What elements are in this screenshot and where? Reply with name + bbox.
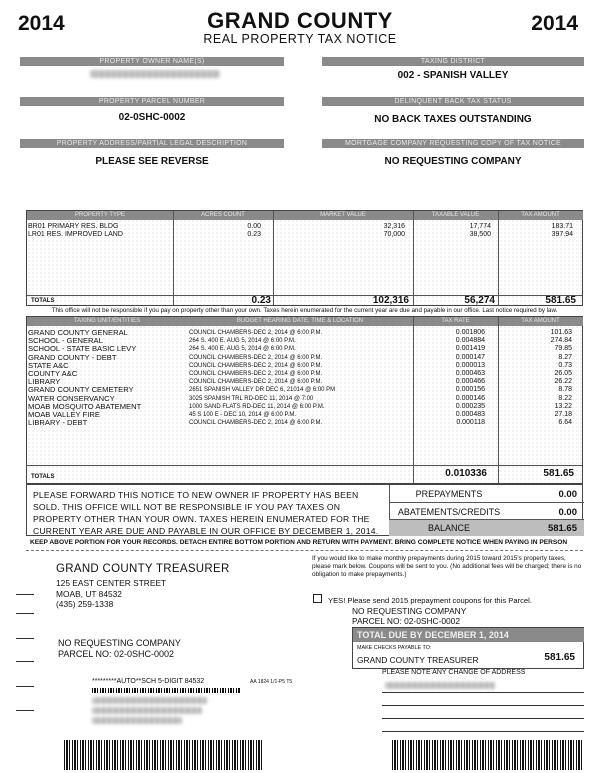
- prepayments-value: 0.00: [558, 489, 577, 500]
- year-right: 2014: [531, 12, 578, 35]
- mortgage-label: MORTGAGE COMPANY REQUESTING COPY OF TAX NOTICE: [322, 139, 584, 148]
- keep-above-instruction: KEEP ABOVE PORTION FOR YOUR RECORDS. DETACH ENTIRE BOTTOM PORTION AND RETURN WITH PAYMENT. BRING COMPLETE NOTICE WHEN PAYING IN PERSON: [30, 539, 568, 546]
- prepayments-label: PREPAYMENTS: [415, 489, 483, 499]
- table-row: MOAB MOSQUITO ABATEMENT: [28, 401, 142, 411]
- delinquent-value: NO BACK TAXES OUTSTANDING: [374, 114, 532, 125]
- barcode-left: [64, 740, 264, 770]
- table-row: GRAND COUNTY GENERAL: [28, 328, 128, 337]
- table-row: COUNTY A&C: [28, 369, 78, 379]
- barcode-right: [392, 740, 584, 770]
- property-table: [26, 210, 583, 306]
- parcel-label: PROPERTY PARCEL NUMBER: [20, 97, 284, 106]
- prop-total-taxable: 56,274: [464, 295, 495, 306]
- address-change-label: PLEASE NOTE ANY CHANGE OF ADDRESS: [382, 669, 526, 676]
- prop-total-amount: 581.65: [545, 295, 576, 306]
- addressee-redacted: [92, 697, 207, 704]
- prop-header-amount: TAX AMOUNT: [498, 211, 583, 220]
- table-row: 32,316 70,000: [383, 223, 405, 238]
- treasurer-name: GRAND COUNTY TREASURER: [56, 563, 230, 575]
- levy-units: [28, 329, 188, 427]
- county-title: GRAND COUNTY: [207, 8, 393, 33]
- address-value: PLEASE SEE REVERSE: [95, 156, 209, 167]
- balance-value: 581.65: [547, 523, 577, 534]
- prepay-checkbox[interactable]: [313, 594, 322, 603]
- payable-to: GRAND COUNTY TREASURER: [357, 655, 479, 665]
- addressee-redacted: [92, 717, 182, 724]
- table-row: MOAB VALLEY FIRE: [28, 410, 100, 420]
- detach-line: [26, 550, 583, 551]
- total-due-label: TOTAL DUE BY DECEMBER 1, 2014: [353, 628, 584, 642]
- year-left: 2014: [18, 12, 65, 35]
- disclaimer: This office will not be responsible if you pay on property other than your own. Taxes herein enumerated for the current year are due and payable in our office. Last notice required by law.: [51, 307, 558, 314]
- amount-due: 581.65: [544, 652, 575, 663]
- stub-left-company: NO REQUESTING COMPANY PARCEL NO: 02-0SHC-0002: [58, 638, 181, 659]
- table-row: BR01 PRIMARY RES. BLDG LR01 RES. IMPROVED LAND: [28, 223, 123, 238]
- levy-hearings: COUNCIL CHAMBERS-DEC 2, 2014 @ 6:00 P.M. 264 S. 400 E. AUG 5, 2014 @ 6:00 P.M. 264 S. 400 E. AUG 5, 2014 @ 6:00 P.M. COUNCIL CHAMBERS-DEC 2, 2014 @ 6:00 P.M. COUNCIL CHAMBERS-DEC 2, 2014 @ 6:00 P.M. COUNCIL CHAMBERS-DEC 2, 2014 @ 6:00 P.M. COUNCIL CHAMBERS-DEC 2, 2014 @ 6:00 P.M. 2651 SPANISH VALLEY DR DEC 6, 21014 @ 6:00 PM 3025 SPANISH TRL RD-DEC 11, 2014 @ 7:00 1000 SAND FLATS RD-DEC 11, 2014 @ 6:00 P.M. 45 S 100 E - DEC 10, 2014 @ 6:00 P.M. COUNCIL CHAMBERS-DEC 2, 2014 @ 6:00 P.M.: [189, 330, 336, 427]
- addressee-redacted: [92, 707, 202, 714]
- levy-table: [26, 316, 583, 484]
- prepay-info: If you would like to make monthly prepayments during 2015 toward 2015's property taxes, please mark below. Coupons will be sent to you. (No additional fees will be charged; there is no obligation to make prepayments.): [312, 555, 582, 579]
- notice-summary-box: [26, 484, 583, 536]
- prop-total-market: 102,316: [372, 295, 409, 306]
- table-row: WATER CONSERVANCY: [28, 393, 115, 403]
- treasurer-address: 125 EAST CENTER STREET MOAB, UT 84532 (435) 259-1338: [56, 578, 167, 609]
- notice-title: REAL PROPERTY TAX NOTICE: [203, 32, 397, 46]
- address-label: PROPERTY ADDRESS/PARTIAL LEGAL DESCRIPTION: [20, 139, 284, 148]
- forward-notice: PLEASE FORWARD THIS NOTICE TO NEW OWNER IF PROPERTY HAS BEEN SOLD. THIS OFFICE WILL NOT BE RESPONSIBLE IF YOU PAY TAXES ON PROPERTY OTHER THAN YOUR OWN. TAXES HEREIN ENUMERATED FOR THE CURRENT YEAR ARE DUE AND PAYABLE IN OUR OFFICE BY DECEMBER 1, 2014.: [33, 490, 379, 536]
- postal-barcode: [92, 688, 240, 693]
- table-row: 17,774 38,500: [469, 223, 491, 238]
- mail-code: AA 1824 1/1-P5 T5: [250, 679, 293, 685]
- address-change-redacted: [385, 682, 495, 689]
- abatements-value: 0.00: [558, 507, 577, 518]
- abatements-label: ABATEMENTS/CREDITS: [397, 507, 501, 517]
- levy-totals-label: TOTALS: [31, 474, 55, 480]
- prop-header-market: MARKET VALUE: [273, 211, 413, 220]
- table-row: SCHOOL - GENERAL: [28, 336, 103, 346]
- mortgage-value: NO REQUESTING COMPANY: [384, 156, 522, 167]
- total-due-box: [352, 627, 584, 669]
- levy-header-unit: TAXING UNIT/ENTITIES: [27, 317, 187, 326]
- balance-label: BALANCE: [427, 523, 471, 533]
- table-row: LIBRARY: [28, 377, 61, 387]
- levy-amounts: 101.63 274.84 79.85 8.27 0.73 26.05 26.22 8.78 8.22 13.22 27.18 6.64: [550, 329, 572, 427]
- prepay-checkbox-label: YES! Please send 2015 prepayment coupons for this Parcel.: [328, 596, 532, 605]
- prop-header-taxable: TAXABLE VALUE: [413, 211, 498, 220]
- delinquent-label: DELINQUENT BACK TAX STATUS: [322, 97, 584, 106]
- district-value: 002 - SPANISH VALLEY: [397, 70, 509, 81]
- owner-name-redacted: [90, 70, 220, 78]
- table-row: LIBRARY - DEBT: [28, 418, 88, 428]
- table-row: SCHOOL - STATE BASIC LEVY: [28, 344, 137, 354]
- sort-line: *********AUTO**SCH 5-DIGIT 84532: [92, 678, 205, 685]
- stub-right-company: NO REQUESTING COMPANY PARCEL NO: 02-0SHC-0002: [352, 606, 467, 626]
- table-row: GRAND COUNTY - DEBT: [28, 352, 117, 362]
- levy-rates: 0.001806 0.004884 0.001419 0.000147 0.000013 0.000463 0.000466 0.000156 0.000146 0.000235 0.000483 0.000118: [455, 329, 485, 427]
- prop-total-acres: 0.23: [251, 295, 271, 306]
- prop-totals-label: TOTALS: [31, 298, 55, 304]
- payable-label: MAKE CHECKS PAYABLE TO:: [357, 645, 432, 651]
- levy-header-amount: TAX AMOUNT: [498, 317, 583, 326]
- table-row: GRAND COUNTY CEMETERY: [28, 385, 134, 395]
- prop-header-type: PROPERTY TYPE: [27, 211, 173, 220]
- prop-header-acres: ACRES COUNT: [173, 211, 273, 220]
- table-row: 183.71 397.94: [551, 223, 573, 238]
- parcel-value: 02-0SHC-0002: [118, 112, 186, 123]
- levy-total-rate: 0.010336: [445, 468, 487, 479]
- levy-total-amount: 581.65: [543, 468, 574, 479]
- district-label: TAXING DISTRICT: [322, 57, 584, 66]
- levy-header-hearing: BUDGET HEARING DATE, TIME & LOCATION: [187, 317, 413, 326]
- table-row: 0.00 0.23: [247, 223, 261, 238]
- table-row: STATE A&C: [28, 360, 69, 370]
- owner-label: PROPERTY OWNER NAME(S): [20, 57, 284, 66]
- levy-header-rate: TAX RATE: [413, 317, 498, 326]
